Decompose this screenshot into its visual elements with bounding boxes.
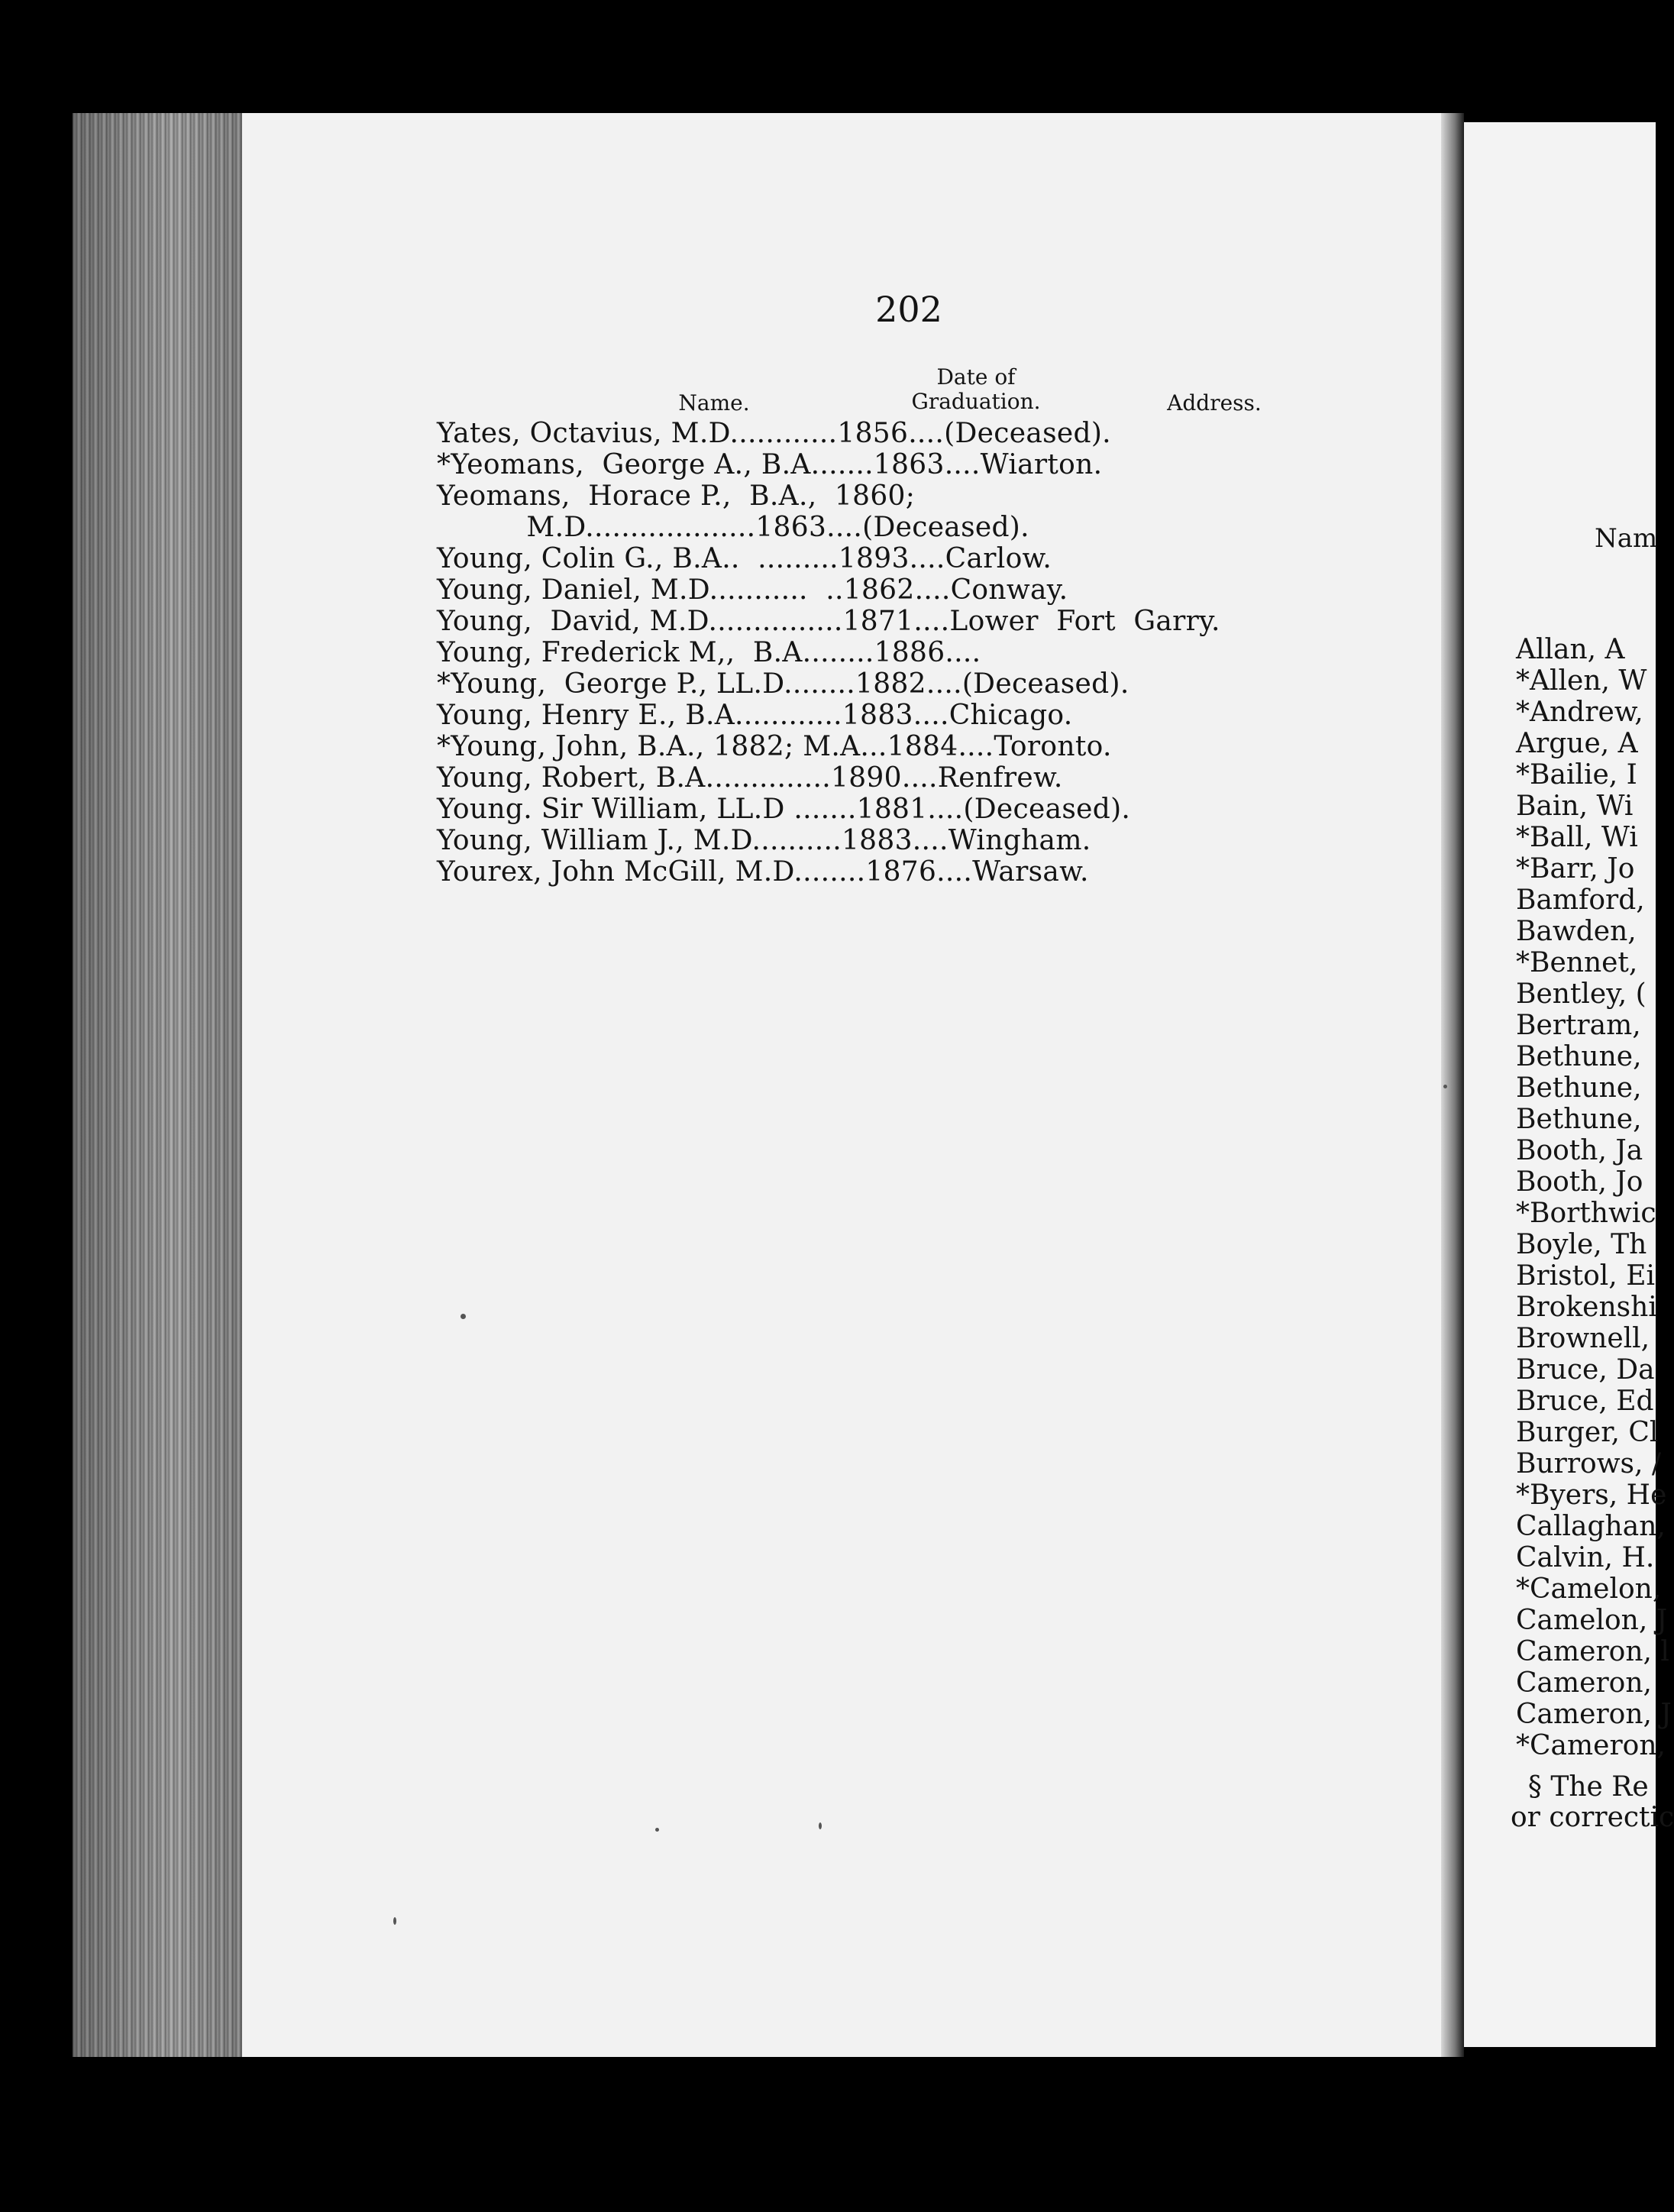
footnote-line: § The Re bbox=[1511, 1771, 1649, 1803]
list-item: Young, Robert, B.A..............1890....Renfrew. bbox=[437, 762, 1063, 794]
list-item: Yeomans, Horace P., B.A., 1860; bbox=[437, 480, 916, 512]
page-edges-shade bbox=[73, 113, 242, 2057]
list-item: *Cameron, bbox=[1516, 1730, 1666, 1761]
list-item: Bawden, bbox=[1516, 916, 1637, 947]
list-item: Bamford, bbox=[1516, 884, 1645, 916]
list-item: Bertram, bbox=[1516, 1010, 1641, 1041]
column-header-date bbox=[892, 365, 1060, 414]
list-item: Bethune, bbox=[1516, 1104, 1642, 1135]
list-item: Bruce, Da bbox=[1516, 1354, 1655, 1386]
list-item: Brokenshi bbox=[1516, 1292, 1657, 1323]
paper-speck bbox=[461, 1314, 466, 1319]
list-item: Boyle, Th bbox=[1516, 1229, 1647, 1260]
list-item: Bain, Wi bbox=[1516, 791, 1634, 822]
list-item: Young, Colin G., B.A.. .........1893....Carlow. bbox=[437, 543, 1052, 574]
list-item: *Young, John, B.A., 1882; M.A...1884....Toronto. bbox=[437, 731, 1112, 762]
list-item: Brownell, bbox=[1516, 1323, 1650, 1354]
column-header-date-line2: Graduation. bbox=[911, 389, 1041, 414]
paper-speck bbox=[1443, 1085, 1447, 1088]
list-item: Young, Frederick M,, B.A........1886.... bbox=[437, 637, 981, 668]
list-item: *Andrew, bbox=[1516, 697, 1643, 728]
list-item: Camelon, J bbox=[1516, 1605, 1668, 1636]
list-item: Allan, A bbox=[1516, 634, 1625, 665]
list-item: Young. Sir William, LL.D .......1881....(Deceased). bbox=[437, 794, 1131, 825]
list-item: Bethune, bbox=[1516, 1072, 1642, 1104]
paper-speck bbox=[655, 1828, 659, 1832]
list-item: Cameron, bbox=[1516, 1667, 1652, 1699]
list-item: Young, Henry E., B.A............1883....Chicago. bbox=[437, 700, 1073, 731]
paper-speck bbox=[393, 1917, 396, 1925]
list-item: *Bennet, bbox=[1516, 947, 1638, 978]
paper-speck bbox=[819, 1822, 822, 1829]
list-item: M.D...................1863....(Deceased). bbox=[437, 512, 1029, 543]
list-item: *Borthwic bbox=[1516, 1198, 1656, 1229]
list-item: Yourex, John McGill, M.D........1876....Warsaw. bbox=[437, 856, 1089, 888]
list-item: *Barr, Jo bbox=[1516, 853, 1635, 884]
list-item: Booth, Jo bbox=[1516, 1166, 1643, 1198]
list-item: Argue, A bbox=[1516, 728, 1638, 759]
list-item: Cameron, J bbox=[1516, 1699, 1672, 1730]
list-item: *Byers, He bbox=[1516, 1480, 1667, 1511]
right-page-footnote bbox=[1511, 1772, 1674, 1833]
list-item: *Bailie, I bbox=[1516, 759, 1637, 791]
list-item: Bentley, ( bbox=[1516, 978, 1647, 1010]
list-item: Callaghan, bbox=[1516, 1511, 1666, 1542]
column-header-name: Name. bbox=[678, 390, 750, 416]
list-item: Bristol, Ei bbox=[1516, 1260, 1655, 1292]
right-page-heading-fragment: Nam bbox=[1595, 523, 1658, 554]
list-item: *Allen, W bbox=[1516, 665, 1647, 697]
column-header-address: Address. bbox=[1167, 390, 1262, 416]
footnote-line: or correctic bbox=[1511, 1802, 1674, 1833]
graduate-list bbox=[437, 418, 1422, 888]
list-item: Burger, Cl bbox=[1516, 1417, 1659, 1448]
list-item: *Yeomans, George A., B.A.......1863....Wiarton. bbox=[437, 449, 1103, 480]
list-item: Young, William J., M.D..........1883....Wingham. bbox=[437, 825, 1091, 856]
list-item: Young, Daniel, M.D........... ..1862....Conway. bbox=[437, 574, 1068, 606]
page-number: 202 bbox=[875, 289, 942, 330]
list-item: *Ball, Wi bbox=[1516, 822, 1638, 853]
right-page-list bbox=[1516, 634, 1672, 1761]
list-item: Bethune, bbox=[1516, 1041, 1642, 1072]
list-item: Burrows, / bbox=[1516, 1448, 1662, 1480]
list-item: Yates, Octavius, M.D............1856....(Deceased). bbox=[437, 418, 1111, 449]
list-item: Booth, Ja bbox=[1516, 1135, 1643, 1166]
list-item: *Camelon, bbox=[1516, 1573, 1662, 1605]
list-item: Cameron, l bbox=[1516, 1636, 1669, 1667]
list-item: Young, David, M.D...............1871....Lower Fort Garry. bbox=[437, 606, 1220, 637]
list-item: Bruce, Ed bbox=[1516, 1386, 1654, 1417]
list-item: *Young, George P., LL.D........1882....(Deceased). bbox=[437, 668, 1129, 700]
list-item: Calvin, H. bbox=[1516, 1542, 1655, 1573]
column-header-date-line1: Date of bbox=[936, 364, 1016, 390]
